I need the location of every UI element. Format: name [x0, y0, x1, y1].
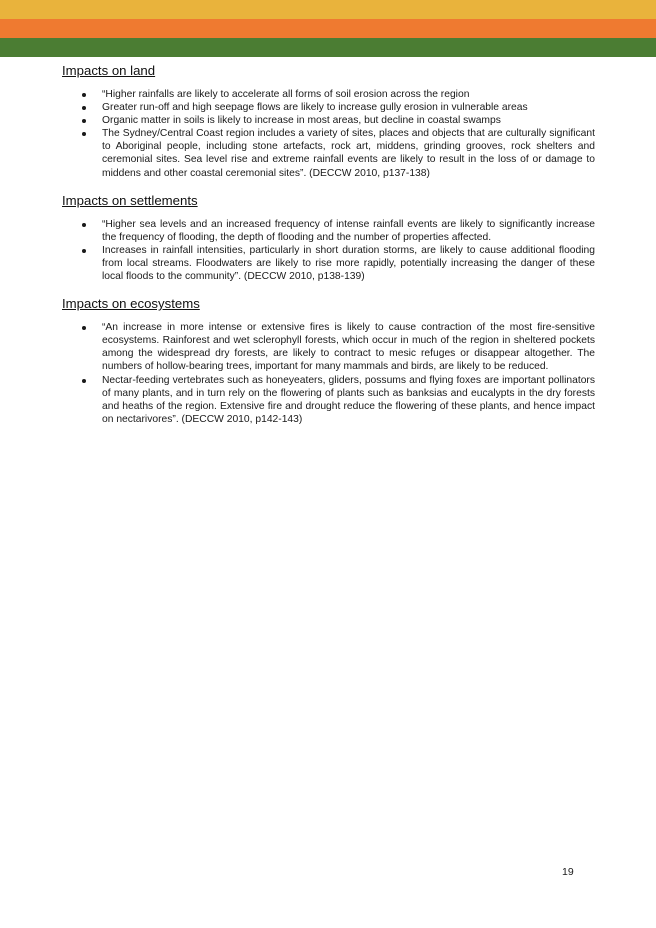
list-item — [62, 88, 595, 101]
bullet-icon — [82, 106, 86, 110]
bullet-icon — [82, 223, 86, 227]
list-item — [62, 127, 595, 179]
section-heading: Impacts on settlements — [62, 192, 198, 208]
bullet-icon — [82, 132, 86, 136]
header-band-green — [0, 38, 656, 57]
bullet-icon — [82, 249, 86, 253]
bullet-icon — [82, 119, 86, 123]
header-band-yellow — [0, 0, 656, 19]
list-item — [62, 114, 595, 127]
list-item — [62, 321, 595, 373]
list-item-text: Increases in rainfall intensities, particularly in short duration storms, are likely to cause additional flooding from local streams. Floodwaters are likely to rise more rapidly, potentially increasing the danger of these local floods to the community”. (DECCW 2010, p138-139) — [102, 244, 595, 283]
list-item-text: “Higher rainfalls are likely to accelerate all forms of soil erosion across the region — [102, 89, 470, 100]
page-content — [62, 62, 595, 438]
section-impacts-on-settlements — [62, 192, 595, 283]
list-item — [62, 374, 595, 426]
section-impacts-on-land — [62, 62, 595, 180]
list-item-text: Organic matter in soils is likely to increase in most areas, but decline in coastal swamps — [102, 115, 501, 127]
bullet-icon — [82, 326, 86, 330]
section-heading: Impacts on land — [62, 63, 156, 78]
list-item-text: Greater run-off and high seepage flows are likely to increase gully erosion in vulnerable areas — [102, 102, 528, 114]
header-band-orange — [0, 19, 656, 38]
list-item-text: “Higher sea levels and an increased frequency of intense rainfall events are likely to significantly increase the frequency of flooding, the depth of flooding and the number of properties affected. — [102, 218, 595, 243]
list-item-text: The Sydney/Central Coast region includes a variety of sites, places and objects that are culturally significant to Aboriginal people, including stone artefacts, rock art, middens, grinding grooves, rock shelters and ceremonial sites. Sea level rise and extreme rainfall events are likely to result in the loss of or damage to middens and other coastal ceremonial sites”. (DECCW 2010, p137-138) — [102, 128, 595, 179]
list-item-text: “An increase in more intense or extensive fires is likely to cause contraction of the most fire-sensitive ecosystems. Rainforest and wet sclerophyll forests, which occur in much of the region in sheltered pockets among the widespread dry forests, are likely to contract to mesic refuges or disappear altogether. The numbers of hollow-bearing trees, important for many mammals and birds, are likely to be reduced. — [102, 322, 595, 373]
bullet-list — [62, 218, 595, 283]
bullet-list — [62, 88, 595, 180]
list-item — [62, 218, 595, 244]
list-item — [62, 101, 595, 114]
bullet-icon — [82, 379, 86, 383]
section-heading: Impacts on ecosystems — [62, 296, 200, 312]
page-number: 19 — [562, 866, 574, 878]
header-color-bands — [0, 0, 656, 57]
section-impacts-on-ecosystems — [62, 295, 595, 426]
bullet-icon — [82, 93, 86, 97]
list-item — [62, 244, 595, 283]
bullet-list — [62, 321, 595, 426]
list-item-text: Nectar-feeding vertebrates such as honeyeaters, gliders, possums and flying foxes are important pollinators of many plants, and in turn rely on the flowering of plants such as banksias and eucalypts in the dry forests and heaths of the region. Extensive fire and drought reduce the flowering of these plants, and hence impact on nectarivores”. (DECCW 2010, p142-143) — [102, 374, 595, 425]
